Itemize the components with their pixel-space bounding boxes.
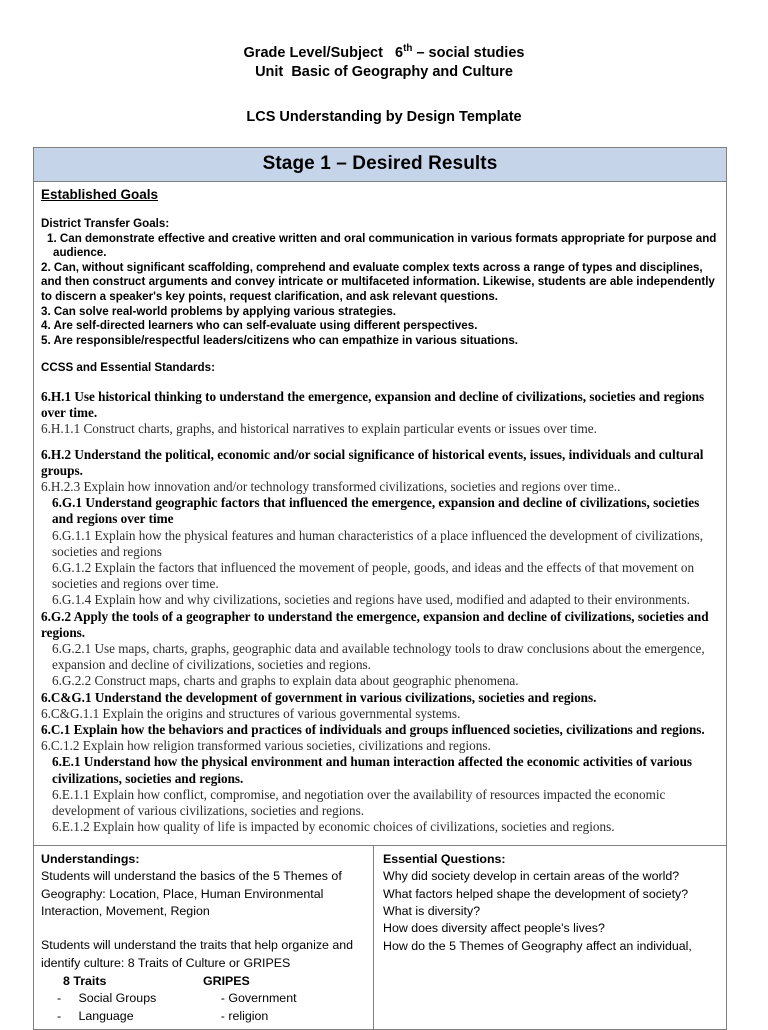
- essential-question: How does diversity affect people's lives?: [383, 921, 605, 936]
- grade-subject-label: Grade Level/Subject: [243, 45, 383, 61]
- grade-suffix: – social studies: [412, 45, 525, 61]
- transfer-goal-item: 4. Are self-directed learners who can self-evaluate using different perspectives.: [41, 319, 478, 333]
- traits-table-header: [41, 973, 367, 990]
- standard-sub: 6.G.1.2 Explain the factors that influenced the movement of people, goods, and ideas and the effects of that movement on societies and regions over time.: [52, 559, 695, 592]
- essential-question: What factors helped shape the development of society?: [383, 886, 689, 901]
- standard-sub: 6.G.2.1 Use maps, charts, graphs, geographic data and available technology tools to draw conclusions about the emergence, expansion and decline of civilizations, societies and regions.: [52, 640, 705, 673]
- trait-name: Language: [78, 1008, 134, 1023]
- traits-table-row: [41, 1008, 367, 1025]
- established-goals-cell: [34, 182, 726, 845]
- essential-question: What is diversity?: [383, 904, 481, 919]
- gripes-name: - religion: [220, 1008, 269, 1023]
- standard-sub: 6.G.2.2 Construct maps, charts and graphs to explain data about geographic phenomena.: [52, 673, 519, 689]
- transfer-goals-heading: District Transfer Goals:: [41, 217, 170, 230]
- standard-sub: 6.C&G.1.1 Explain the origins and structures of various governmental systems.: [41, 705, 461, 721]
- trait-name: Social Groups: [78, 991, 157, 1006]
- standard-sub: 6.G.1.1 Explain how the physical features and human characteristics of a place influenced the development of civilizations, societies and regions: [52, 527, 704, 559]
- template-title: LCS Understanding by Design Template: [246, 109, 522, 125]
- understandings-body: [41, 868, 367, 1024]
- transfer-goal-item: 3. Can solve real-world problems by applying various strategies.: [41, 304, 397, 318]
- document-title: [0, 0, 768, 82]
- standard-main: 6.H.1 Use historical thinking to understand the emergence, expansion and decline of civilizations, societies and regions over time.: [41, 388, 705, 421]
- traits-table-row: [41, 990, 367, 1007]
- standard-sub: 6.H.1.1 Construct charts, graphs, and historical narratives to explain particular events or issues over time.: [41, 421, 597, 437]
- unit-line: [0, 63, 768, 82]
- grade-value: 6: [395, 45, 404, 61]
- standard-sub: 6.E.1.1 Explain how conflict, compromise, and negotiation over the availability of resources impacted the economic development of various civilizations, societies and regions.: [52, 786, 666, 819]
- standard-sub: 6.G.1.4 Explain how and why civilizations, societies and regions have used, modified and adapted to their environments.: [52, 592, 690, 608]
- ccss-standards-heading: CCSS and Essential Standards:: [41, 361, 215, 375]
- transfer-goal-item: 5. Are responsible/respectful leaders/citizens who can empathize in various situations.: [41, 333, 518, 347]
- unit-label: Unit: [255, 64, 284, 80]
- understanding-by-design-table: [33, 147, 727, 1030]
- transfer-goal-item: 2. Can, without significant scaffolding, comprehend and evaluate complex texts across a range of types and disciplines, and then construct arguments and convey intricate or multifaceted information. Likewise, students are able independently to discern a speaker's key points, request clarification, and ask relevant questions.: [41, 260, 715, 303]
- standard-main: 6.G.2 Apply the tools of a geographer to understand the emergence, expansion and decline of civilizations, societies and regions.: [41, 608, 709, 640]
- essential-question: How do the 5 Themes of Geography affect an individual,: [383, 938, 692, 953]
- standard-main: 6.G.1 Understand geographic factors that influenced the emergence, expansion and decline of civilizations, societies and regions over time: [52, 495, 700, 527]
- standard-sub: 6.C.1.2 Explain how religion transformed various societies, civilizations and regions.: [41, 738, 491, 754]
- trait-bullet: -: [57, 991, 62, 1006]
- understandings-label: Understandings:: [41, 852, 140, 867]
- understanding-paragraph: Students will understand the traits that help organize and identify culture: 8 Traits of Culture or GRIPES: [41, 938, 354, 970]
- essential-questions-body: [383, 868, 720, 954]
- understandings-cell: [34, 846, 374, 1028]
- essential-questions-cell: [374, 846, 726, 1028]
- gripes-name: - Government: [220, 991, 297, 1006]
- essential-questions-label: Essential Questions:: [383, 852, 506, 867]
- understanding-paragraph: Students will understand the basics of the 5 Themes of Geography: Location, Place, Human Environmental Interaction, Movement, Region: [41, 869, 342, 919]
- grade-value-group: [387, 45, 524, 61]
- understandings-questions-row: [34, 845, 726, 1028]
- transfer-goal-item: 1. Can demonstrate effective and creative written and oral communication in various formats appropriate for purpose and audience.: [47, 231, 717, 260]
- standard-main: 6.C.1 Explain how the behaviors and practices of individuals and groups influenced societies, civilizations and regions.: [41, 722, 705, 737]
- unit-value: Basic of Geography and Culture: [291, 64, 513, 80]
- trait-bullet: -: [57, 1008, 62, 1023]
- standard-main: 6.H.2 Understand the political, economic and/or social significance of historical events, issues, individuals and cultural groups.: [41, 446, 704, 478]
- essential-question: Why did society develop in certain areas of the world?: [383, 869, 680, 884]
- stage-1-header: Stage 1 – Desired Results: [34, 148, 726, 182]
- traits-col1-header: 8 Traits: [63, 973, 107, 988]
- established-goals-label: Established Goals: [41, 187, 159, 202]
- traits-col2-header: GRIPES: [203, 973, 250, 988]
- grade-superscript: th: [403, 43, 413, 55]
- standards-list: [41, 389, 720, 835]
- district-transfer-goals-block: [41, 217, 720, 348]
- standard-main: 6.E.1 Understand how the physical environment and human interaction affected the economic activities of various civilizations, societies and regions.: [52, 754, 693, 786]
- standard-main: 6.C&G.1 Understand the development of government in various civilizations, societies and regions.: [41, 689, 597, 705]
- standard-sub: 6.E.1.2 Explain how quality of life is impacted by economic choices of civilizations, societies and regions.: [52, 819, 615, 835]
- standard-sub: 6.H.2.3 Explain how innovation and/or technology transformed civilizations, societies and regions over time..: [41, 478, 621, 494]
